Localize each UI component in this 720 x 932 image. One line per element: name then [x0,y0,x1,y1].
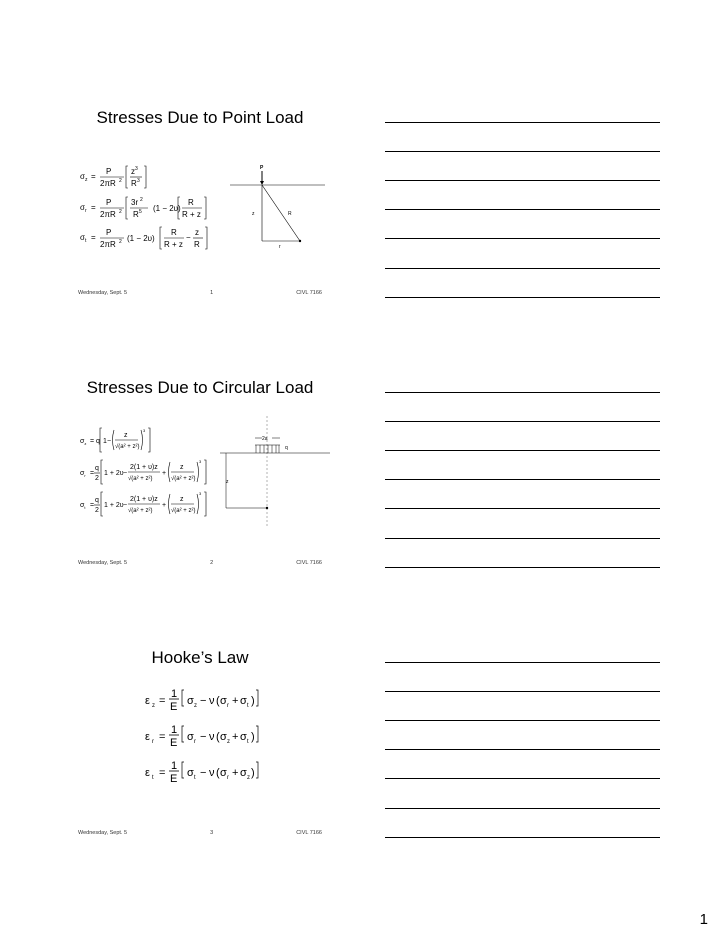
svg-text:3: 3 [143,428,146,433]
svg-text:σ: σ [240,695,247,707]
note-line [385,151,660,152]
note-line [385,268,660,269]
svg-text:ε: ε [145,767,150,779]
note-line [385,421,660,422]
svg-text:1: 1 [171,688,178,700]
svg-text:σ: σ [220,731,227,743]
svg-text:ε: ε [145,731,150,743]
svg-text:R + z: R + z [164,240,183,249]
svg-text:r: r [227,775,229,781]
svg-text:−: − [186,233,191,242]
point-load-equations [80,163,210,263]
circular-load-equations [80,426,215,526]
svg-text:σ: σ [187,731,194,743]
note-line [385,837,660,838]
svg-text:(: ( [216,731,220,743]
note-line [385,297,660,298]
svg-text:5: 5 [139,209,142,215]
svg-text:R + z: R + z [182,210,201,219]
svg-text:+: + [232,731,239,743]
svg-text:2a: 2a [262,436,268,442]
svg-text:3: 3 [137,178,140,184]
note-line [385,508,660,509]
svg-text:2: 2 [95,507,99,514]
svg-text:ε: ε [145,695,150,707]
svg-text:+: + [162,502,167,509]
slide-footer: Wednesday, Sept. 5 2 CIVL 7166 [78,560,322,566]
svg-text:q: q [285,445,288,451]
circular-load-figure [220,416,330,526]
svg-text:σ: σ [220,695,227,707]
svg-text:ν: ν [209,695,215,707]
svg-text:): ) [251,767,255,779]
svg-text:=: = [90,502,95,509]
svg-text:P: P [106,198,112,207]
svg-text:3: 3 [199,491,202,496]
svg-text:−: − [123,502,128,509]
slide-1 [70,108,330,308]
svg-text:+: + [232,767,239,779]
svg-text:=: = [159,731,166,743]
hookes-law-equations [145,684,265,794]
svg-text:2πR: 2πR [100,179,116,188]
svg-text:P: P [106,228,112,237]
svg-text:z: z [195,228,199,237]
note-line [385,238,660,239]
svg-text:1: 1 [103,438,107,445]
svg-text:σr: $\sigma_r$ [80,203,87,214]
svg-text:R: R [288,211,292,217]
svg-text:E: E [170,773,178,785]
svg-text:=: = [91,203,96,212]
note-line [385,538,660,539]
svg-text:−: − [200,767,207,779]
slide-footer: Wednesday, Sept. 5 3 CIVL 7166 [78,830,322,836]
svg-text:ν: ν [209,731,215,743]
svg-text:R: R [188,198,194,207]
svg-text:R: R [133,210,139,219]
svg-text:z: z [124,432,128,439]
svg-text:σ: σ [220,767,227,779]
svg-text:2(1 + υ)z: 2(1 + υ)z [130,464,158,471]
slide-title: Hooke’s Law [151,648,249,667]
svg-text:z: z [227,739,230,745]
svg-text:3: 3 [135,166,138,172]
svg-text:√(a² + z²): √(a² + z²) [171,508,196,514]
note-line [385,808,660,809]
svg-text:z: z [247,775,250,781]
svg-text:z: z [226,479,229,485]
note-line [385,567,660,568]
svg-text:z: z [194,703,197,709]
svg-text:−: − [123,470,128,477]
svg-text:z: z [180,496,184,503]
slide-title: Stresses Due to Point Load [96,108,304,127]
svg-text:3: 3 [199,459,202,464]
svg-text:2(1 + υ)z: 2(1 + υ)z [130,496,158,503]
svg-text:2πR: 2πR [100,240,116,249]
svg-text:σt: $\sigma_t$ [80,502,86,510]
svg-text:σt: $\sigma_t$ [80,233,87,244]
svg-text:(: ( [216,695,220,707]
svg-text:σ: σ [240,731,247,743]
svg-text:2: 2 [95,475,99,482]
svg-text:r: r [152,739,154,745]
svg-text:2: 2 [140,197,143,203]
svg-text:σr: $\sigma_r$ [80,470,86,478]
svg-text:t: t [247,703,249,709]
page-number: 1 [699,911,708,928]
svg-text:1 + 2υ: 1 + 2υ [104,502,124,509]
svg-text:q: q [95,465,99,472]
note-line [385,479,660,480]
svg-text:r: r [279,244,281,250]
svg-text:(: ( [216,767,220,779]
svg-text:z: z [152,703,155,709]
svg-text:σz: $\sigma_z$ [80,438,87,446]
svg-text:R: R [194,240,200,249]
svg-text:P: P [106,167,112,176]
svg-text:σ: σ [187,767,194,779]
svg-text:t: t [152,775,154,781]
svg-text:σ: σ [187,695,194,707]
svg-text:): ) [251,731,255,743]
svg-text:√(a² + z²): √(a² + z²) [128,508,153,514]
svg-text:= q: = q [90,438,100,445]
point-load-figure [230,163,325,258]
svg-text:2: 2 [119,239,122,245]
slide-2 [70,378,330,578]
note-line [385,122,660,123]
svg-text:+: + [162,470,167,477]
svg-text:(1 − 2υ): (1 − 2υ) [127,234,155,243]
svg-text:t: t [194,775,196,781]
slide-footer: Wednesday, Sept. 5 1 CIVL 7166 [78,290,322,296]
svg-text:P: P [260,165,264,171]
svg-text:2πR: 2πR [100,210,116,219]
svg-text:t: t [247,739,249,745]
svg-text:E: E [170,737,178,749]
svg-text:=: = [159,695,166,707]
svg-text:2: 2 [119,209,122,215]
svg-text:ν: ν [209,767,215,779]
note-line [385,392,660,393]
slide-title: Stresses Due to Circular Load [86,378,314,397]
svg-text:(1 − 2υ): (1 − 2υ) [153,204,181,213]
svg-text:q: q [95,497,99,504]
svg-text:z: z [180,464,184,471]
svg-text:E: E [170,701,178,713]
svg-text:r: r [227,703,229,709]
svg-text:1: 1 [171,760,178,772]
svg-text:−: − [200,695,207,707]
note-line [385,209,660,210]
svg-text:σz: $\sigma_z$ [80,172,88,183]
svg-text:1 + 2υ: 1 + 2υ [104,470,124,477]
note-line [385,749,660,750]
note-line [385,662,660,663]
svg-text:3r: 3r [131,198,139,207]
svg-text:√(a² + z²): √(a² + z²) [115,444,140,450]
svg-text:R: R [171,228,177,237]
note-line [385,720,660,721]
svg-text:): ) [251,695,255,707]
svg-text:−: − [200,731,207,743]
svg-text:1: 1 [171,724,178,736]
slide-3 [70,648,330,848]
svg-text:r: r [194,739,196,745]
svg-text:2: 2 [119,178,122,184]
svg-text:−: − [107,438,112,445]
note-line [385,450,660,451]
note-line [385,691,660,692]
svg-text:=: = [90,470,95,477]
note-line [385,180,660,181]
svg-text:=: = [91,233,96,242]
svg-text:+: + [232,695,239,707]
svg-text:z: z [131,167,135,176]
svg-text:=: = [91,172,96,181]
svg-text:σ: σ [240,767,247,779]
svg-text:√(a² + z²): √(a² + z²) [128,476,153,482]
svg-text:z: z [252,211,255,217]
svg-text:√(a² + z²): √(a² + z²) [171,476,196,482]
svg-text:R: R [131,179,137,188]
svg-text:=: = [159,767,166,779]
note-line [385,778,660,779]
